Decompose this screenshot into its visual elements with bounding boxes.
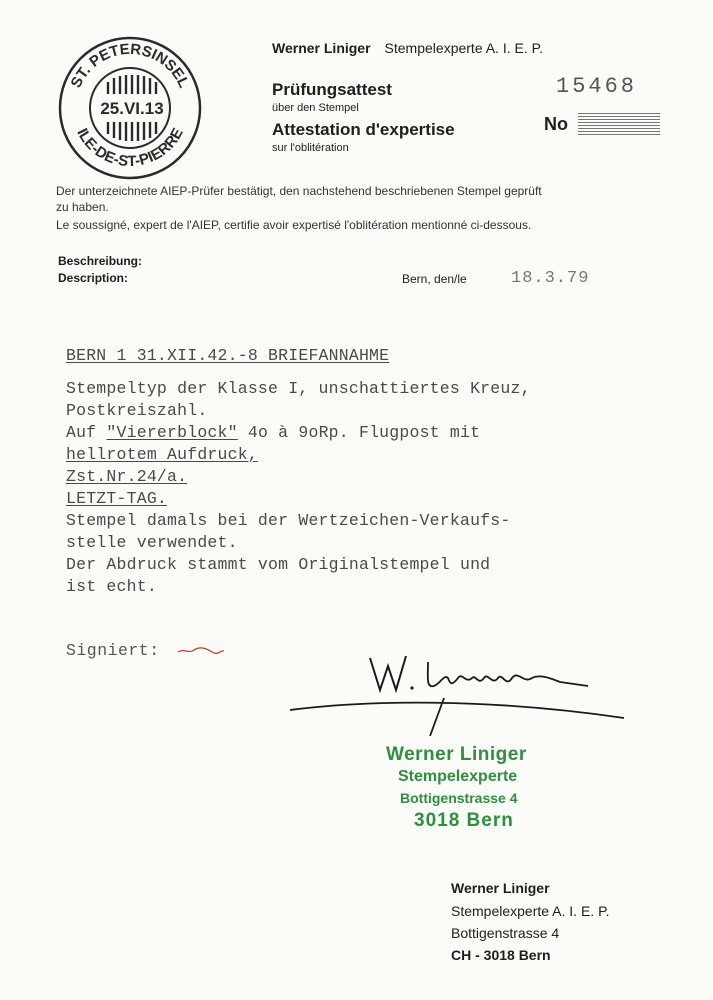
header-name: Werner Liniger [272, 40, 371, 56]
cancel-description: BERN 1 31.XII.42.-8 BRIEFANNAHME [66, 346, 390, 365]
label-beschreibung: Beschreibung: [58, 254, 143, 268]
subtitle-fr: sur l'oblitération [272, 142, 349, 154]
body-line: Zst.Nr.24/a. [66, 467, 188, 486]
header-role: Stempelexperte A. I. E. P. [384, 40, 544, 56]
body-line: Stempel damals bei der Wertzeichen-Verkaufs- [66, 511, 511, 530]
body-line: Stempeltyp der Klasse I, unschattiertes Kreuz, [66, 379, 531, 398]
body-line: ist echt. [66, 577, 157, 596]
title-de: Prüfungsattest [272, 80, 392, 99]
intro-de-line1: Der unterzeichnete AIEP-Prüfer bestätigt, den nachstehend beschriebenen Stempel geprüft [56, 184, 542, 198]
red-initials-mark [176, 644, 226, 658]
header-expert [272, 40, 543, 56]
intro-de-line2: zu haben. [56, 200, 109, 214]
stamp-name: Werner Liniger [386, 744, 527, 765]
label-description: Description: [58, 271, 129, 285]
stamp-street: Bottigenstrasse 4 [400, 790, 518, 806]
postmark-seal [56, 34, 204, 182]
certificate-date: 18.3.79 [511, 269, 590, 288]
body-line: Der Abdruck stammt vom Originalstempel und [66, 555, 491, 574]
seal-bottom-text: ILE-DE-ST-PIERRE [73, 125, 187, 171]
body-line: stelle verwendet. [66, 533, 238, 552]
signed-label: Signiert: [66, 641, 160, 660]
svg-text:ST. PETERSINSEL [68, 41, 193, 91]
number-label: No [544, 114, 568, 134]
viererblock-text: "Viererblock" [106, 423, 238, 442]
certificate-title-block [272, 80, 455, 154]
stamp-role: Stempelexperte [398, 768, 518, 785]
footer-name: Werner Liniger [451, 880, 550, 896]
number-hatch-field [578, 111, 660, 135]
subtitle-de: über den Stempel [272, 102, 359, 114]
handwritten-signature [288, 648, 628, 744]
title-fr: Attestation d'expertise [272, 120, 455, 139]
certificate-number: 15468 [556, 74, 638, 99]
body-line: Auf "Viererblock" 4o à 9oRp. Flugpost mit [66, 423, 481, 442]
seal-top-text: ST. PETERSINSEL [67, 40, 193, 91]
stamp-city: 3018 Bern [414, 810, 514, 831]
footer-role: Stempelexperte A. I. E. P. [451, 903, 610, 919]
body-line: hellrotem Aufdruck, [66, 445, 258, 464]
place-label: Bern, den/le [402, 272, 467, 286]
footer-city: CH - 3018 Bern [451, 947, 551, 963]
footer-street: Bottigenstrasse 4 [451, 925, 560, 941]
intro-fr: Le soussigné, expert de l'AIEP, certifie avoir expertisé l'oblitération mentionné ci-dessous. [56, 218, 532, 232]
body-line: Postkreiszahl. [66, 401, 208, 420]
seal-date: 25.VI.13 [100, 99, 164, 118]
body-line: LETZT-TAG. [66, 489, 168, 508]
